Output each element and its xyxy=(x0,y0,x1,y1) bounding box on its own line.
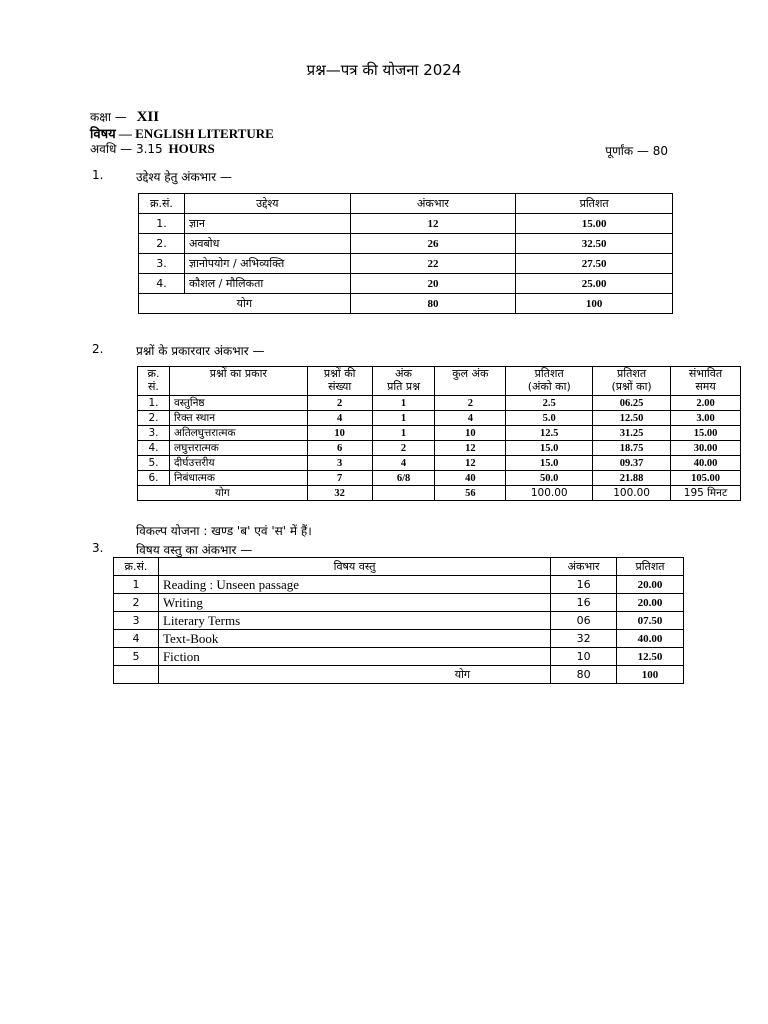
content-weightage-table xyxy=(113,557,684,684)
cell-percent: 12.50 xyxy=(617,648,684,666)
total-marks: 80 xyxy=(551,666,617,684)
cell-sno: 4. xyxy=(139,274,185,294)
cell-pct-questions: 21.88 xyxy=(593,471,671,486)
table-row xyxy=(138,396,741,411)
total-marks: 80 xyxy=(350,294,516,314)
section2-heading: प्रश्नों के प्रकारवार अंकभार — xyxy=(136,344,265,358)
cell-count: 4 xyxy=(307,411,372,426)
cell-count: 6 xyxy=(307,441,372,456)
header-content: विषय वस्तु xyxy=(158,558,550,576)
table-row xyxy=(138,426,741,441)
table-row xyxy=(138,456,741,471)
cell-pct-questions: 12.50 xyxy=(593,411,671,426)
cell-question-type: लघुत्तरात्मक xyxy=(169,441,307,456)
cell-question-type: रिक्त स्थान xyxy=(169,411,307,426)
total-percent: 100 xyxy=(617,666,684,684)
cell-objective: ज्ञानोपयोग / अभिव्यक्ति xyxy=(184,254,350,274)
cell-sno: 3. xyxy=(138,426,170,441)
cell-per: 6/8 xyxy=(372,471,435,486)
page-title: प्रश्न—पत्र की योजना 2024 xyxy=(306,61,462,79)
cell-percent: 20.00 xyxy=(617,576,684,594)
cell-content: Text-Book xyxy=(158,630,550,648)
table-row xyxy=(114,594,684,612)
cell-percent: 32.50 xyxy=(516,234,673,254)
header-percent: प्रतिशत xyxy=(516,194,673,214)
cell-sno: 2 xyxy=(114,594,159,612)
subject-label: विषय — ENGLISH LITERTURE xyxy=(90,126,274,141)
cell-marks: 20 xyxy=(350,274,516,294)
cell-marks: 16 xyxy=(551,594,617,612)
cell-question-type: दीर्घउत्तरीय xyxy=(169,456,307,471)
cell-count: 10 xyxy=(307,426,372,441)
cell-marks: 06 xyxy=(551,612,617,630)
cell-time: 105.00 xyxy=(671,471,741,486)
duration-label: अवधि — 3.15 xyxy=(90,142,163,156)
table-row xyxy=(114,576,684,594)
cell-content: Writing xyxy=(158,594,550,612)
table-total-row xyxy=(138,486,741,501)
cell-time: 40.00 xyxy=(671,456,741,471)
cell-sno: 1. xyxy=(138,396,170,411)
cell-sno: 4 xyxy=(114,630,159,648)
section2-number: 2. xyxy=(92,342,104,356)
cell-pct-marks: 12.5 xyxy=(506,426,593,441)
header-question-count: प्रश्नों की संख्या xyxy=(307,367,372,396)
header-marks: अंकभार xyxy=(350,194,516,214)
cell-marks: 32 xyxy=(551,630,617,648)
table-row xyxy=(139,234,673,254)
cell-sno: 1 xyxy=(114,576,159,594)
total-label: योग xyxy=(138,486,308,501)
cell-content: Reading : Unseen passage xyxy=(158,576,550,594)
cell-question-type: निबंधात्मक xyxy=(169,471,307,486)
section3-heading: विषय वस्तु का अंकभार — xyxy=(136,543,253,557)
total-blank-cell xyxy=(114,666,159,684)
cell-pct-questions: 09.37 xyxy=(593,456,671,471)
total-marks: 56 xyxy=(435,486,506,501)
cell-pct-marks: 15.0 xyxy=(506,441,593,456)
total-time: 195 मिनट xyxy=(671,486,741,501)
section1-number: 1. xyxy=(92,168,104,182)
header-marks: अंकभार xyxy=(551,558,617,576)
cell-pct-questions: 18.75 xyxy=(593,441,671,456)
cell-time: 3.00 xyxy=(671,411,741,426)
cell-pct-marks: 50.0 xyxy=(506,471,593,486)
header-total-marks: कुल अंक xyxy=(435,367,506,396)
cell-sno: 1. xyxy=(139,214,185,234)
total-label: योग xyxy=(158,666,550,684)
total-percent: 100 xyxy=(516,294,673,314)
cell-sno: 2. xyxy=(139,234,185,254)
cell-total: 12 xyxy=(435,456,506,471)
cell-sno: 3. xyxy=(139,254,185,274)
table-row xyxy=(139,214,673,234)
cell-count: 2 xyxy=(307,396,372,411)
cell-objective: अवबोध xyxy=(184,234,350,254)
header-objective: उद्देश्य xyxy=(184,194,350,214)
cell-per: 4 xyxy=(372,456,435,471)
table-row xyxy=(138,471,741,486)
cell-per: 2 xyxy=(372,441,435,456)
cell-sno: 3 xyxy=(114,612,159,630)
cell-total: 10 xyxy=(435,426,506,441)
cell-percent: 25.00 xyxy=(516,274,673,294)
total-pct-marks: 100.00 xyxy=(506,486,593,501)
total-per xyxy=(372,486,435,501)
cell-per: 1 xyxy=(372,426,435,441)
table-row xyxy=(138,441,741,456)
cell-total: 12 xyxy=(435,441,506,456)
table-header-row xyxy=(138,367,741,396)
table-header-row xyxy=(114,558,684,576)
table-row xyxy=(138,411,741,426)
header-sno: क्र.सं. xyxy=(114,558,159,576)
cell-per: 1 xyxy=(372,396,435,411)
cell-sno: 5 xyxy=(114,648,159,666)
header-sno: क्र. सं. xyxy=(138,367,170,396)
duration-line xyxy=(90,140,215,157)
table-total-row xyxy=(114,666,684,684)
cell-time: 30.00 xyxy=(671,441,741,456)
cell-total: 2 xyxy=(435,396,506,411)
table-row xyxy=(114,648,684,666)
cell-percent: 27.50 xyxy=(516,254,673,274)
cell-marks: 22 xyxy=(350,254,516,274)
section3-number: 3. xyxy=(92,541,104,555)
objective-weightage-table xyxy=(138,193,673,314)
cell-sno: 4. xyxy=(138,441,170,456)
cell-total: 40 xyxy=(435,471,506,486)
table-header-row xyxy=(139,194,673,214)
cell-count: 7 xyxy=(307,471,372,486)
cell-sno: 2. xyxy=(138,411,170,426)
cell-question-type: वस्तुनिष्ठ xyxy=(169,396,307,411)
option-note: विकल्प योजना : खण्ड 'ब' एवं 'स' में हैं। xyxy=(136,524,312,538)
table-total-row xyxy=(139,294,673,314)
cell-marks: 16 xyxy=(551,576,617,594)
cell-time: 15.00 xyxy=(671,426,741,441)
cell-objective: ज्ञान xyxy=(184,214,350,234)
cell-pct-questions: 31.25 xyxy=(593,426,671,441)
cell-per: 1 xyxy=(372,411,435,426)
cell-marks: 26 xyxy=(350,234,516,254)
cell-marks: 12 xyxy=(350,214,516,234)
header-marks-per-question: अंक प्रति प्रश्न xyxy=(372,367,435,396)
cell-content: Literary Terms xyxy=(158,612,550,630)
total-label: योग xyxy=(139,294,351,314)
cell-sno: 6. xyxy=(138,471,170,486)
header-question-type: प्रश्नों का प्रकार xyxy=(169,367,307,396)
cell-total: 4 xyxy=(435,411,506,426)
header-expected-time: संभावित समय xyxy=(671,367,741,396)
cell-percent: 07.50 xyxy=(617,612,684,630)
class-label: कक्षा — xyxy=(90,110,127,124)
cell-percent: 20.00 xyxy=(617,594,684,612)
cell-question-type: अतिलघुत्तरात्मक xyxy=(169,426,307,441)
cell-pct-marks: 15.0 xyxy=(506,456,593,471)
header-percent-marks: प्रतिशत (अंको का) xyxy=(506,367,593,396)
total-pct-questions: 100.00 xyxy=(593,486,671,501)
cell-percent: 40.00 xyxy=(617,630,684,648)
header-percent: प्रतिशत xyxy=(617,558,684,576)
table-row xyxy=(139,274,673,294)
duration-value: HOURS xyxy=(168,141,215,156)
cell-pct-marks: 5.0 xyxy=(506,411,593,426)
class-value: XII xyxy=(136,109,160,125)
cell-sno: 5. xyxy=(138,456,170,471)
cell-percent: 15.00 xyxy=(516,214,673,234)
table-row xyxy=(114,612,684,630)
cell-time: 2.00 xyxy=(671,396,741,411)
section1-heading: उद्देश्य हेतु अंकभार — xyxy=(136,170,232,184)
cell-marks: 10 xyxy=(551,648,617,666)
cell-pct-questions: 06.25 xyxy=(593,396,671,411)
table-row xyxy=(114,630,684,648)
cell-objective: कौशल / मौलिकता xyxy=(184,274,350,294)
header-sno: क्र.सं. xyxy=(139,194,185,214)
header-percent-questions: प्रतिशत (प्रश्नों का) xyxy=(593,367,671,396)
cell-count: 3 xyxy=(307,456,372,471)
question-type-table xyxy=(137,366,741,501)
cell-content: Fiction xyxy=(158,648,550,666)
total-count: 32 xyxy=(307,486,372,501)
table-row xyxy=(139,254,673,274)
full-marks: पूर्णांक — 80 xyxy=(605,144,668,158)
cell-pct-marks: 2.5 xyxy=(506,396,593,411)
